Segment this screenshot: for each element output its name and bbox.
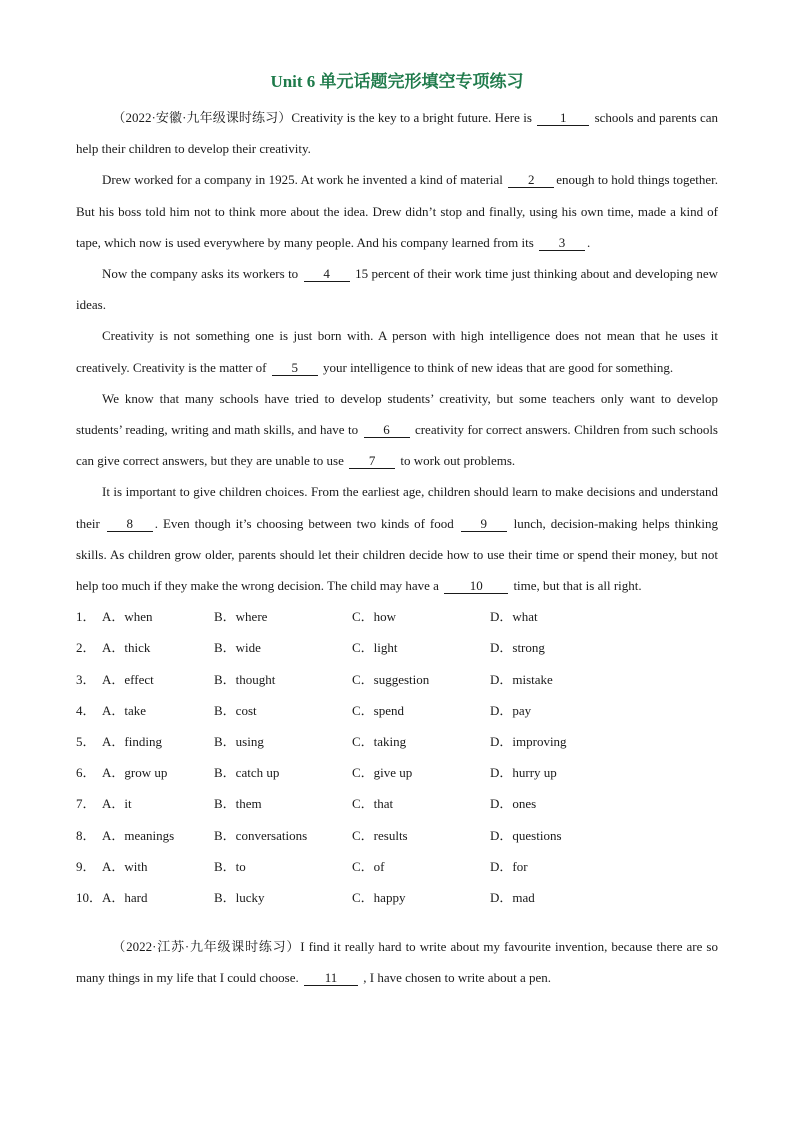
option-a: A．it [102, 796, 132, 812]
option-c: C．spend [352, 702, 405, 718]
option-c: C．how [352, 609, 397, 625]
option-a: A．thick [102, 640, 151, 656]
blank-10: 10 [444, 578, 508, 594]
question-number: 6． [76, 765, 96, 781]
blank-2: 2 [508, 172, 554, 188]
source-label: （2022·江苏·九年级课时练习） [112, 939, 301, 955]
question-row [76, 757, 718, 788]
passage1-paragraph-1 [76, 102, 718, 164]
option-b: B．wide [214, 640, 261, 656]
option-d: D．for [490, 858, 528, 874]
option-d: D．mad [490, 890, 535, 906]
option-d: D．mistake [490, 671, 553, 687]
option-c: C．of [352, 858, 385, 874]
text: time, but that is all right. [510, 578, 642, 594]
blank-8: 8 [107, 516, 153, 532]
question-number: 2． [76, 640, 96, 656]
text: Now the company asks its workers to [102, 266, 302, 282]
blank-1: 1 [537, 110, 589, 126]
option-b: B．to [214, 858, 246, 874]
question-list [76, 601, 718, 913]
option-d: D．what [490, 609, 538, 625]
question-number: 8． [76, 827, 96, 843]
question-number: 4． [76, 702, 96, 718]
passage2-paragraph-1 [76, 931, 718, 993]
blank-5: 5 [272, 360, 318, 376]
question-row [76, 882, 718, 913]
question-number: 1． [76, 609, 96, 625]
text: . Even though it’s choosing between two kinds of food [154, 515, 459, 531]
question-number: 7． [76, 796, 96, 812]
question-row [76, 851, 718, 882]
option-b: B．them [214, 796, 262, 812]
text: creativity for correct answers. Children from such schools can give correct answers, but they are unable to use [76, 422, 718, 469]
question-row [76, 820, 718, 851]
blank-6: 6 [364, 422, 410, 438]
option-a: A．when [102, 609, 153, 625]
text: , I have chosen to write about a pen. [360, 970, 551, 986]
option-b: B．thought [214, 671, 276, 687]
text: enough to hold things together. But his boss told him not to think more about the idea. Drew didn’t stop and finally, using his own time, made a kind of tape, which now is used everywhere by many people. And his company learned from its [76, 172, 718, 250]
page-title: Unit 6 单元话题完形填空专项练习 [270, 72, 524, 91]
question-row [76, 601, 718, 632]
passage1-paragraph-6 [76, 476, 718, 601]
option-b: B．conversations [214, 827, 308, 843]
option-a: A．effect [102, 671, 154, 687]
option-a: A．take [102, 702, 147, 718]
blank-9: 9 [461, 516, 507, 532]
option-a: A．meanings [102, 827, 175, 843]
option-a: A．finding [102, 734, 162, 750]
option-d: D．strong [490, 640, 545, 656]
question-row [76, 726, 718, 757]
option-c: C．give up [352, 765, 413, 781]
question-row [76, 788, 718, 819]
option-d: D．pay [490, 702, 532, 718]
passage1-paragraph-3 [76, 258, 718, 320]
passage1-paragraph-2 [76, 164, 718, 258]
text: We know that many schools have tried to develop students’ creativity, but some teachers only want to develop students’ reading, writing and math skills, and have to [76, 390, 718, 438]
option-a: A．hard [102, 890, 148, 906]
option-a: A．with [102, 858, 148, 874]
question-row [76, 695, 718, 726]
text: I find it really hard to write about my favourite invention, because there are so many things in my life that I could choose. [76, 939, 718, 986]
option-c: C．that [352, 796, 394, 812]
option-b: B．catch up [214, 765, 280, 781]
option-b: B．using [214, 734, 264, 750]
question-row [76, 632, 718, 663]
option-d: D．hurry up [490, 765, 557, 781]
text: . [587, 234, 591, 250]
question-row [76, 664, 718, 695]
text: to work out problems. [397, 453, 516, 469]
question-number: 5． [76, 734, 96, 750]
question-number: 3． [76, 671, 96, 687]
option-c: C．taking [352, 734, 407, 750]
text: your intelligence to think of new ideas that are good for something. [319, 359, 674, 375]
option-b: B．lucky [214, 890, 265, 906]
passage1-paragraph-5 [76, 383, 718, 477]
blank-3: 3 [539, 235, 585, 251]
option-b: B．cost [214, 702, 257, 718]
blank-4: 4 [304, 266, 350, 282]
option-c: C．light [352, 640, 398, 656]
option-d: D．questions [490, 827, 562, 843]
option-c: C．happy [352, 890, 406, 906]
question-number: 10． [76, 890, 103, 906]
source-label: （2022·安徽·九年级课时练习） [112, 110, 292, 125]
option-c: C．results [352, 827, 408, 843]
option-b: B．where [214, 609, 268, 625]
text: schools and parents can help their children to develop their creativity. [76, 110, 718, 157]
option-c: C．suggestion [352, 671, 430, 687]
worksheet [76, 68, 718, 994]
option-d: D．improving [490, 734, 567, 750]
text: 15 percent of their work time just thinking about and developing new ideas. [76, 266, 718, 313]
text: Drew worked for a company in 1925. At work he invented a kind of material [102, 172, 507, 188]
text: It is important to give children choices. From the earliest age, children should learn to make decisions and understand their [76, 484, 718, 531]
text: lunch, decision-making helps thinking skills. As children grow older, parents should let their children decide how to use their time or spend their money, but not help too much if they make the wrong decision. The child may have a [76, 515, 718, 594]
passage1-paragraph-4 [76, 320, 718, 382]
blank-11: 11 [304, 970, 358, 986]
option-d: D．ones [490, 796, 537, 812]
option-a: A．grow up [102, 765, 168, 781]
text: Creativity is the key to a bright future. Here is [291, 110, 536, 125]
question-number: 9． [76, 858, 96, 874]
text: Creativity is not something one is just born with. A person with high intelligence does not mean that he uses it creatively. Creativity is the matter of [76, 328, 718, 375]
blank-7: 7 [349, 453, 395, 469]
